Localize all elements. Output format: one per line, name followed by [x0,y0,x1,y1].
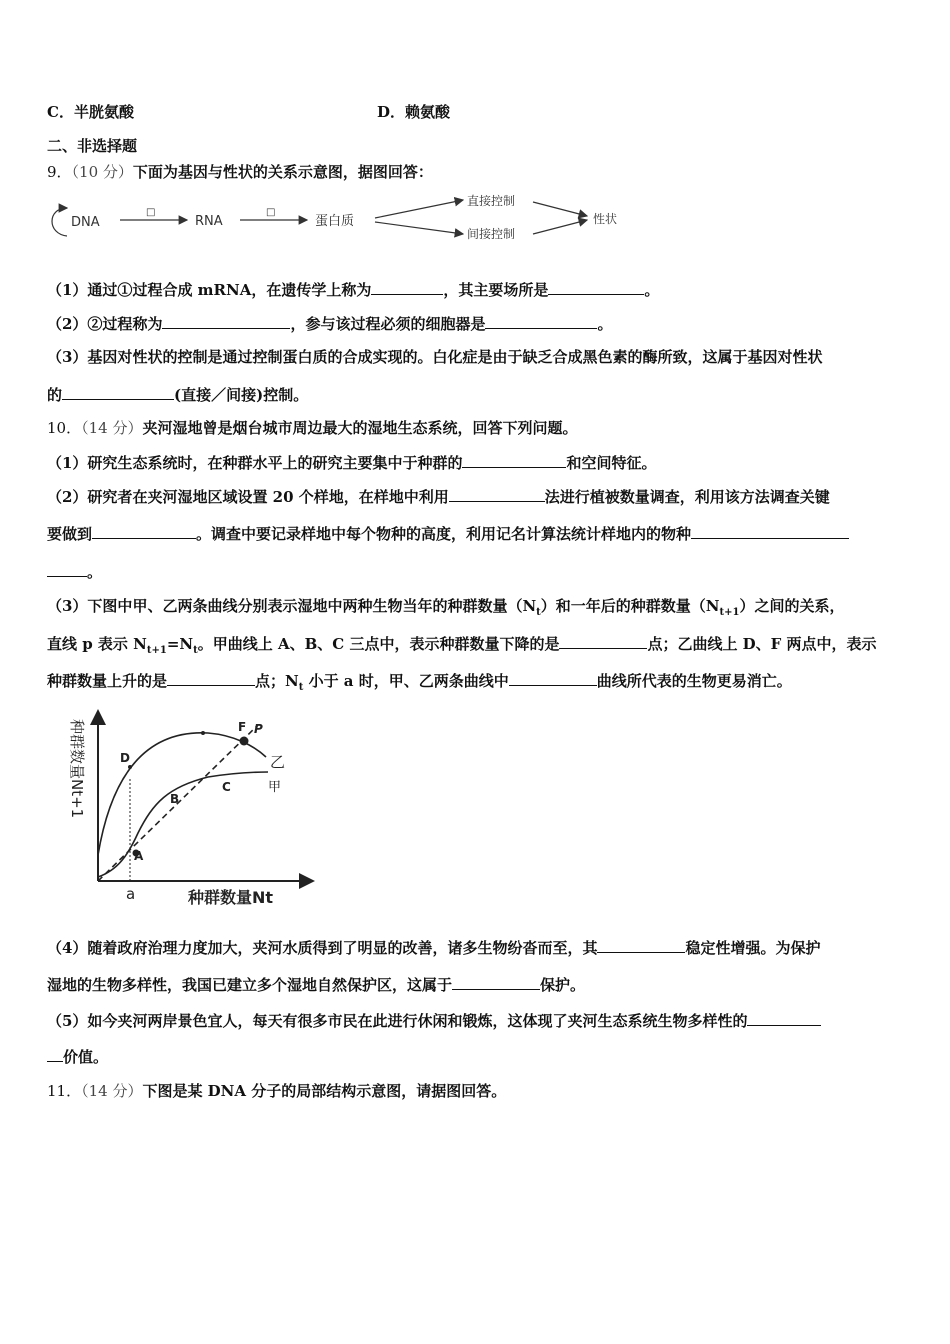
q10-p5-end: 价值。 [63,1048,109,1066]
q10-p4-blank-2[interactable] [452,974,540,990]
q10-p1-text: （1）研究生态系统时，在种群水平上的研究主要集中于种群的 [47,454,463,472]
q10-p2-text-2: 法进行植被数量调查，利用该方法调查关键 [544,488,830,506]
q11-stem: 下图是某 DNA 分子的局部结构示意图，请据图回答。 [142,1082,507,1100]
point-c-label: C [222,780,231,794]
q11-number: 11． [47,1082,82,1100]
q9-part3-line2 [47,384,308,405]
line-p-label: P [254,722,263,736]
option-line [47,102,451,122]
q9-p3-blank[interactable] [62,384,174,400]
point-b-label: B [170,792,180,806]
q10-p4-text-3: 湿地的生物多样性，我国已建立多个湿地自然保护区，这属于 [47,976,453,994]
q10-p3-text-4: 直线 p 表示 N [47,635,147,653]
q9-score: （10 分） [71,163,133,181]
q10-p3-sub-2: t+1 [719,607,740,618]
q10-part3-line3 [47,670,792,698]
curve-jia-label: 甲 [268,780,282,795]
q10-p3-sub-3: t+1 [146,645,167,656]
q10-p4-text-1: （4）随着政府治理力度加大，夹河水质得到了明显的改善，诸多生物纷沓而至，其 [47,939,598,957]
q10-p4-blank-1[interactable] [597,937,685,953]
q9-p1-end: 。 [644,281,660,299]
diagram-direct-control: 直接控制 [467,194,516,208]
q9-p2-blank-2[interactable] [485,313,597,329]
diagram-trait: 性状 [593,212,618,226]
diagram-indirect-control: 间接控制 [467,227,516,241]
q10-p2-blank-3-cont[interactable] [47,561,87,577]
q10-p3-blank-3[interactable] [509,670,597,686]
q9-part2 [47,313,612,334]
q9-p2-text-2: ，参与该过程必须的细胞器是 [290,315,486,333]
option-d: D．赖氨酸 [377,103,451,121]
population-graph [58,705,328,910]
diagram-protein: 蛋白质 [315,214,355,229]
q9-p2-end: 。 [597,315,613,333]
q10-p2-text: （2）研究者在夹河湿地区域设置 20 个样地，在样地中利用 [47,488,449,506]
q9-p1-blank-1[interactable] [371,279,443,295]
arrow-to-indirect [375,222,463,234]
a-tick-label: a [126,885,136,903]
q9-p1-blank-2[interactable] [548,279,644,295]
q10-part2-line3 [47,561,102,582]
point-top-marker [201,731,205,735]
q10-p5-text-1: （5）如今夹河两岸景色宜人，每天有很多市民在此进行休闲和锻炼，这体现了夹河生态系统生物多样性的 [47,1012,748,1030]
q10-p5-blank[interactable] [747,1010,821,1026]
diagram-dna: DNA [71,215,100,230]
q9-p1-text-2: ，其主要场所是 [443,281,549,299]
q10-stem-line [47,418,577,438]
arrow-to-direct [375,200,463,218]
arrow-indirect-to-trait [533,220,587,234]
point-d-label: D [120,751,130,765]
q10-p2-end: 。 [87,563,103,581]
q10-p3-text-7: 点；乙曲线上 D、F 两点中，表示 [647,635,877,653]
q10-p3-sub-1: t [536,607,541,618]
q11-stem-line [47,1081,506,1101]
curve-jia [98,772,268,877]
q9-p2-blank-1[interactable] [162,313,290,329]
section-title: 二、非选择题 [47,137,138,155]
y-axis-label: 种群数量Nt+1 [68,719,86,819]
q10-p3-blank-2[interactable] [167,670,255,686]
q9-stem-line [47,162,433,182]
q10-score: （14 分） [81,419,143,437]
q9-number: 9． [47,163,72,181]
q10-part2-line2 [47,523,849,544]
q10-part4-line2 [47,974,585,995]
q10-p1-end: 和空间特征。 [566,454,657,472]
q10-part1 [47,452,656,473]
q10-p3-text-11: 曲线所代表的生物更易消亡。 [596,672,792,690]
q10-stem: 夹河湿地曾是烟台城市周边最大的湿地生态系统，回答下列问题。 [142,419,578,437]
replication-loop-arrow [52,208,67,236]
q10-p3-text-2: ）和一年后的种群数量（N [540,597,720,615]
q10-p2-blank-1[interactable] [449,486,545,502]
q10-p3-text-5: =N [166,635,194,653]
x-axis-label: 种群数量Nt [188,888,274,907]
q10-number: 10． [47,419,82,437]
point-f-label: F [238,720,247,734]
q10-p3-sub-5: t [298,682,304,693]
q10-p3-text-3: ）之间的关系， [739,597,845,615]
step-1-marker: □ [146,207,156,218]
q10-p4-text-2: 稳定性增强。为保护 [685,939,821,957]
curve-yi-label: 乙 [270,753,286,771]
q10-part5-line2 [47,1046,108,1067]
q9-p3-end: (直接／间接)控制。 [174,386,309,404]
q10-part3-line1 [47,596,844,623]
q10-p5-blank-cont[interactable] [47,1046,63,1062]
q10-part5-line1 [47,1010,821,1031]
arrow-direct-to-trait [533,202,587,216]
q10-p2-text-3: 要做到 [47,525,93,543]
q10-p3-text-8: 种群数量上升的是 [47,672,168,690]
q10-p3-text-9: 点；N [255,672,299,690]
q9-p1-text: （1）通过①过程合成 mRNA，在遗传学上称为 [47,281,372,299]
q10-p4-text-4: 保护。 [540,976,586,994]
point-a-label: A [134,849,144,863]
q10-p2-blank-3[interactable] [691,523,849,539]
q10-part3-line2 [47,633,877,661]
q10-p3-text-6: 。甲曲线上 A、B、C 三点中，表示种群数量下降的是 [197,635,560,653]
q9-p3-text: 的 [47,386,63,404]
q9-p2-text: （2）②过程称为 [47,315,163,333]
q10-p2-blank-2[interactable] [92,523,196,539]
q10-p3-blank-1[interactable] [559,633,647,649]
gene-trait-diagram [45,190,645,244]
q10-p3-text-1: （3）下图中甲、乙两条曲线分别表示湿地中两种生物当年的种群数量（N [47,597,537,615]
q10-p2-text-4: 。调查中要记录样地中每个物种的高度，利用记名计算法统计样地内的物种 [196,525,692,543]
q10-p3-sub-4: t [193,645,198,656]
q11-score: （14 分） [81,1082,143,1100]
step-2-marker: □ [266,207,276,218]
q10-part2-line1 [47,486,830,507]
q9-part3-line1: （3）基因对性状的控制是通过控制蛋白质的合成实现的。白化症是由于缺乏合成黑色素的酶所致，这属于基因对性状 [47,348,823,366]
point-f-marker [240,737,249,746]
option-c: C．半胱氨酸 [47,103,134,121]
q9-stem: 下面为基因与性状的关系示意图，据图回答： [132,163,433,181]
point-d-marker [128,765,132,769]
diagram-rna: RNA [195,214,223,229]
q10-part4-line1 [47,937,820,958]
q10-p1-blank[interactable] [462,452,566,468]
q9-part1 [47,279,659,300]
q10-p3-text-10: 小于 a 时，甲、乙两条曲线中 [303,672,509,690]
